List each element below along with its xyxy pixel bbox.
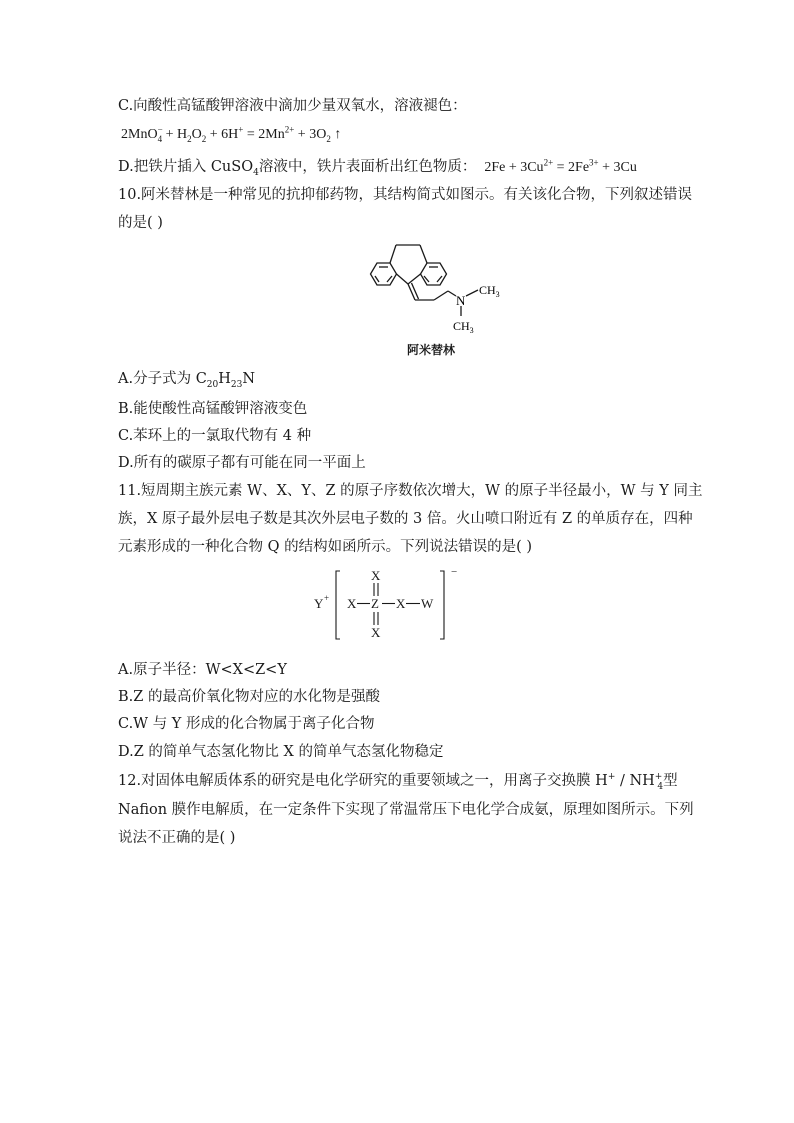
methyl-top [479,283,500,299]
left-bracket [336,571,340,639]
eq-sub: 2 [326,133,331,144]
q11-stem-line1: 11.短周期主族元素 W、X、Y、Z 的原子序数依次增大，W 的原子半径最小，W 与 Y 同主 [118,483,703,499]
q10-option-d: D.所有的碳原子都有可能在同一平面上 [118,455,366,471]
right-bracket [440,571,444,639]
oxygen-bottom: X [371,625,381,640]
q11-stem-line2: 族，X 原子最外层电子数是其次外层电子数的 3 倍。火山喷口附近有 Z 的单质存在，四种 [118,511,693,527]
ion-charge: + [607,772,616,783]
eq-sup: 2+ [284,124,295,135]
left-benzene-ring [371,263,397,285]
nitrogen-label: N [456,293,466,308]
q10-option-a-text: N [242,371,256,387]
cation-charge: + [324,593,330,603]
q9-option-c [118,96,467,116]
methyl-bottom [453,319,474,335]
eq-term: ↑ [330,127,342,142]
eq-sup: 2+ [543,157,554,168]
anion-charge: − [451,566,458,578]
amitriptyline-structure [360,236,510,340]
q10-option-a [118,369,255,389]
compound-q-structure [310,565,470,645]
central-atom: Z [371,596,379,611]
q12-stem-text: / NH [615,773,655,789]
eq-sup: 3+ [589,157,599,168]
oxygen-top: X [371,568,381,583]
hydrogen-atom: W [421,596,434,611]
eq-term: 2Fe + 3Cu [484,160,544,175]
q11-option-d: D.Z 的简单气态氢化物比 X 的简单气态氢化物稳定 [118,744,444,760]
q11-option-b: B.Z 的最高价氧化物对应的水化物是强酸 [118,689,380,705]
q12-stem-line3: 说法不正确的是( ) [118,830,236,846]
right-benzene-ring [421,263,447,285]
q12-stem-line1 [118,771,678,791]
cation-label: Y [314,596,324,611]
eq-term: = 2Fe [553,160,590,175]
eq-term: = 2Mn [243,127,285,142]
q12-stem-line2: Nafion 膜作电解质，在一定条件下实现了常温常压下电化学合成氨，原理如图所示。下列 [118,802,694,818]
eq-term: O [191,127,202,142]
q12-stem-text: 型 [663,773,678,789]
eq-term: 2MnO [121,127,158,142]
q10-option-a-text: A.分子式为 C [118,371,207,387]
eq-term: + 6H [206,127,239,142]
q9-option-d-equation [484,157,637,175]
eq-term: + H [162,127,188,142]
q10-option-c: C.苯环上的一氯取代物有 4 种 [118,428,312,444]
q11-option-a: A.原子半径：W<X<Z<Y [118,662,287,678]
methyl-top-sub: 3 [495,290,500,299]
oxygen-left: X [347,596,357,611]
q11-option-c: C.W 与 Y 形成的化合物属于离子化合物 [118,716,375,732]
eq-term: + 3Cu [598,160,637,175]
formula-sub: 20 [206,379,219,390]
q10-stem-line1: 10.阿米替林是一种常见的抗抑郁药物，其结构简式如图示。有关该化合物，下列叙述错误 [118,187,693,203]
q9-option-d-text: 溶液中，铁片表面析出红色物质： [258,159,477,175]
oxygen-right: X [396,596,406,611]
q10-option-a-text: H [218,371,231,387]
q9-option-d-text: D.把铁片插入 CuSO [118,159,254,175]
formula-sub: 23 [230,379,243,390]
formula-sub: 4 [657,781,664,792]
figure-caption: 阿米替林 [407,343,456,357]
q11-stem-line3: 元素形成的一种化合物 Q 的结构如函所示。下列说法错误的是( ) [118,539,533,555]
q9-option-d [118,157,637,178]
q10-option-b: B.能使酸性高锰酸钾溶液变色 [118,401,308,417]
methyl-bottom-sub: 3 [469,326,474,335]
ion-charge: + [654,772,663,783]
eq-sub: 4 [253,167,259,178]
eq-sup: − [157,124,163,135]
eq-sub: 2 [187,133,192,144]
eq-term: + 3O [294,127,327,142]
eq-sup: + [238,124,244,135]
eq-sub: 4 [157,133,163,144]
eq-sub: 2 [201,133,207,144]
methyl-top-text: CH [479,283,496,297]
q9-option-c-equation [121,125,341,145]
methyl-bottom-text: CH [453,319,470,333]
q10-stem-line2: 的是( ) [118,215,163,231]
q12-stem-text: 12.对固体电解质体系的研究是电化学研究的重要领域之一，用离子交换膜 H [118,773,608,789]
q9-option-c-text: C.向酸性高锰酸钾溶液中滴加少量双氧水，溶液褪色： [118,98,467,114]
